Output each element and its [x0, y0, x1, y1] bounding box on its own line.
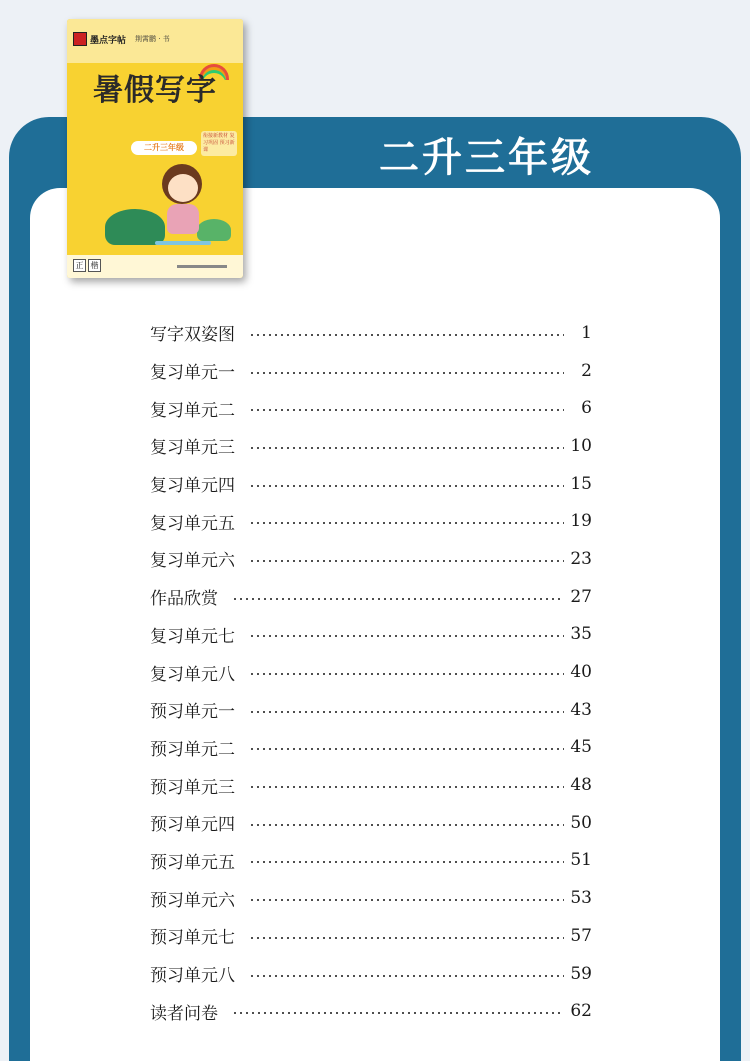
toc-page: 50 [570, 812, 592, 833]
table-of-contents [150, 314, 592, 1030]
toc-page: 27 [570, 586, 592, 607]
toc-page: 6 [581, 398, 592, 419]
toc-page: 35 [570, 624, 592, 645]
toc-entry[interactable] [150, 352, 592, 390]
toc-entry[interactable] [150, 616, 592, 654]
dot-leader [249, 975, 564, 977]
dot-leader [249, 635, 564, 637]
toc-page: 57 [570, 925, 592, 946]
toc-page: 62 [570, 1001, 592, 1022]
style-char: 正 [73, 259, 86, 272]
toc-entry[interactable] [150, 427, 592, 465]
dot-leader [249, 522, 564, 524]
toc-page: 23 [570, 548, 592, 569]
dot-leader [249, 372, 564, 374]
toc-title: 复习单元四 [150, 471, 243, 496]
dot-leader [249, 824, 564, 826]
toc-entry[interactable] [150, 992, 592, 1030]
toc-title: 预习单元六 [150, 886, 243, 911]
toc-title: 复习单元七 [150, 622, 243, 647]
dot-leader [249, 447, 564, 449]
brand-logo-icon [73, 32, 87, 46]
toc-title: 预习单元四 [150, 810, 243, 835]
toc-title: 复习单元五 [150, 509, 243, 534]
cover-grade-badge: 二升三年级 [131, 141, 197, 155]
girl-body-illustration [167, 204, 199, 234]
grade-header [232, 117, 741, 192]
toc-page: 40 [570, 662, 592, 683]
brand-name: 墨点字帖 [90, 35, 127, 46]
toc-entry[interactable] [150, 879, 592, 917]
toc-entry[interactable] [150, 842, 592, 880]
toc-page: 10 [570, 435, 592, 456]
toc-title: 读者问卷 [150, 999, 226, 1024]
dot-leader [249, 560, 564, 562]
toc-entry[interactable] [150, 314, 592, 352]
toc-title: 复习单元六 [150, 546, 243, 571]
dot-leader [249, 861, 564, 863]
toc-title: 预习单元五 [150, 848, 243, 873]
toc-entry[interactable] [150, 540, 592, 578]
dot-leader [249, 899, 564, 901]
dot-leader [249, 937, 564, 939]
toc-page: 59 [570, 963, 592, 984]
dot-leader [249, 786, 564, 788]
cover-brand [73, 32, 170, 46]
plant-illustration [105, 209, 165, 245]
toc-entry[interactable] [150, 691, 592, 729]
toc-page: 15 [570, 473, 592, 494]
toc-title: 预习单元八 [150, 961, 243, 986]
toc-entry[interactable] [150, 729, 592, 767]
dot-leader [249, 409, 564, 411]
toc-entry[interactable] [150, 955, 592, 993]
publisher-logos [177, 265, 227, 268]
toc-page: 43 [570, 699, 592, 720]
toc-title: 作品欣赏 [150, 584, 226, 609]
dot-leader [232, 1012, 564, 1014]
cover-side-note: 衔接新教材 复习巩固 预习新课 [201, 131, 237, 156]
toc-page: 48 [570, 775, 592, 796]
toc-page: 53 [570, 888, 592, 909]
toc-page: 2 [581, 360, 592, 381]
toc-title: 复习单元一 [150, 358, 243, 383]
toc-title: 预习单元七 [150, 923, 243, 948]
toc-page: 45 [570, 737, 592, 758]
toc-title: 预习单元二 [150, 735, 243, 760]
dot-leader [232, 598, 564, 600]
toc-title: 写字双姿图 [150, 320, 243, 345]
toc-title: 复习单元八 [150, 660, 243, 685]
book-cover [67, 19, 243, 278]
toc-page: 51 [570, 850, 592, 871]
dot-leader [249, 711, 564, 713]
scooter-illustration [155, 241, 211, 245]
dot-leader [249, 673, 564, 675]
toc-page: 19 [570, 511, 592, 532]
girl-face-illustration [168, 174, 198, 202]
toc-entry[interactable] [150, 653, 592, 691]
grade-title: 二升三年级 [379, 135, 594, 181]
toc-entry[interactable] [150, 502, 592, 540]
dot-leader [249, 748, 564, 750]
toc-page: 1 [581, 322, 592, 343]
toc-entry[interactable] [150, 578, 592, 616]
series-author: 荆霄鹏 · 书 [135, 35, 170, 43]
toc-entry[interactable] [150, 766, 592, 804]
toc-entry[interactable] [150, 465, 592, 503]
dot-leader [249, 485, 564, 487]
toc-entry[interactable] [150, 804, 592, 842]
plant-illustration [197, 219, 231, 241]
toc-title: 复习单元二 [150, 396, 243, 421]
cover-title: 暑假写字 [93, 73, 217, 108]
toc-entry[interactable] [150, 917, 592, 955]
toc-entry[interactable] [150, 389, 592, 427]
style-char: 楷 [88, 259, 101, 272]
dot-leader [249, 334, 564, 336]
toc-title: 预习单元三 [150, 773, 243, 798]
toc-title: 预习单元一 [150, 697, 243, 722]
script-style-tag [73, 259, 101, 272]
toc-title: 复习单元三 [150, 433, 243, 458]
